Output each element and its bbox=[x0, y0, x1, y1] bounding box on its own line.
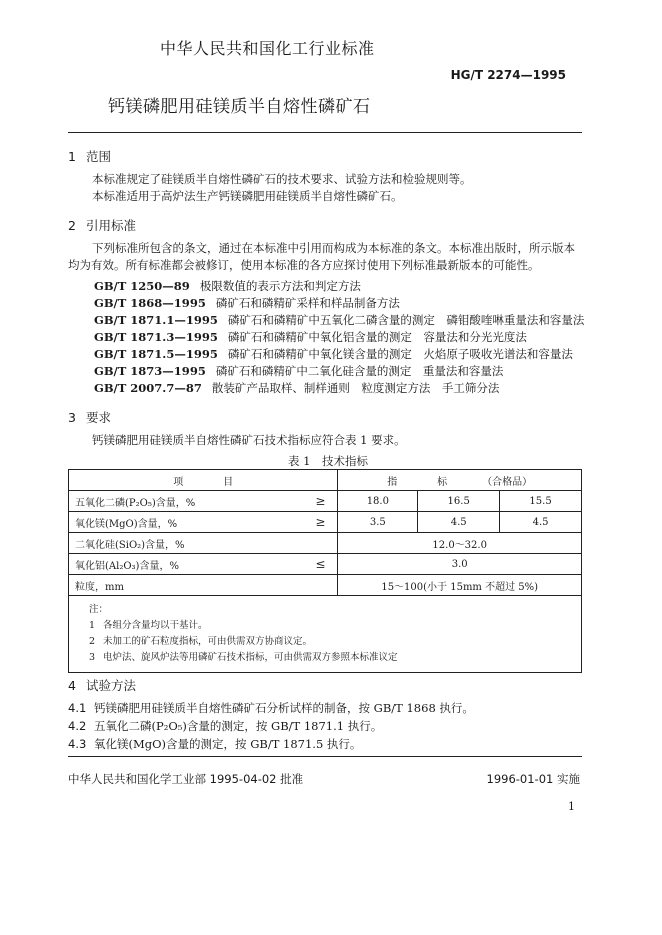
reference-code: GB/T 1250—89 bbox=[94, 279, 190, 293]
reference-item bbox=[94, 380, 499, 396]
relation-symbol: ≥ bbox=[315, 515, 326, 529]
reference-item bbox=[94, 312, 584, 328]
clause-item bbox=[68, 700, 474, 716]
section-title: 范围 bbox=[86, 149, 112, 164]
note-text: 未加工的矿石粒度指标，可由供需双方协商议定。 bbox=[103, 636, 313, 647]
reference-code: GB/T 1873—1995 bbox=[94, 364, 206, 378]
paragraph: 下列标准所包含的条文，通过在本标准中引用而构成为本标准的条文。本标准出版时，所示版本均为有效。所有标准都会被修订，使用本标准的各方应探讨使用下列标准最新版本的可能性。 bbox=[68, 241, 575, 272]
footer-rule bbox=[68, 756, 582, 757]
value-cell: 18.0 bbox=[338, 491, 418, 512]
clause-number: 4.1 bbox=[68, 701, 87, 715]
value-cell: 4.5 bbox=[500, 512, 582, 533]
note-number: 2 bbox=[89, 636, 96, 647]
section-title: 引用标准 bbox=[86, 218, 137, 233]
reference-code: GB/T 1871.5—1995 bbox=[94, 347, 218, 361]
header-index: 指 标 （合格品） bbox=[338, 470, 582, 491]
section-number: 1 bbox=[68, 149, 76, 164]
reference-code: GB/T 1868—1995 bbox=[94, 296, 206, 310]
note-number: 3 bbox=[89, 652, 96, 663]
section-number: 4 bbox=[68, 678, 76, 693]
clause-number: 4.3 bbox=[68, 737, 87, 751]
row-item-cell bbox=[69, 554, 338, 575]
reference-item bbox=[94, 295, 400, 311]
approval-statement: 中华人民共和国化学工业部 1995-04-02 批准 bbox=[68, 772, 304, 786]
table-notes bbox=[69, 596, 582, 673]
table-notes-row bbox=[69, 596, 582, 673]
paragraph: 本标准规定了硅镁质半自熔性磷矿石的技术要求、试验方法和检验规则等。 bbox=[92, 172, 472, 186]
row-item: 氧化镁(MgO)含量，% bbox=[75, 518, 178, 530]
implementation-date: 1996-01-01 实施 bbox=[486, 772, 580, 786]
reference-item bbox=[94, 278, 361, 294]
note-text: 各组分含量均以干基计。 bbox=[103, 620, 208, 631]
reference-title: 磷矿石和磷精矿采样和样品制备方法 bbox=[215, 296, 400, 310]
section-title: 试验方法 bbox=[86, 678, 137, 693]
clause-text: 钙镁磷肥用硅镁质半自熔性磷矿石分析试样的制备，按 GB/T 1868 执行。 bbox=[94, 701, 474, 715]
reference-title: 磷矿石和磷精矿中氧化铝含量的测定 容量法和分光光度法 bbox=[227, 330, 527, 344]
table-row bbox=[69, 575, 582, 596]
section-4-heading bbox=[68, 676, 136, 694]
clause-text: 氧化镁(MgO)含量的测定，按 GB/T 1871.5 执行。 bbox=[94, 737, 362, 751]
reference-title: 极限数值的表示方法和判定方法 bbox=[199, 279, 361, 293]
reference-title: 散装矿产品取样、制样通则 粒度测定方法 手工筛分法 bbox=[211, 381, 500, 395]
reference-item bbox=[94, 363, 503, 379]
section-number: 3 bbox=[68, 410, 76, 425]
value-cell-merged: 12.0～32.0 bbox=[338, 533, 582, 554]
reference-code: GB/T 1871.3—1995 bbox=[94, 330, 218, 344]
note-number: 1 bbox=[89, 620, 96, 631]
note-item bbox=[89, 618, 571, 634]
row-item-cell bbox=[69, 575, 338, 596]
section-number: 2 bbox=[68, 218, 76, 233]
reference-item bbox=[94, 329, 527, 345]
row-item-cell bbox=[69, 512, 338, 533]
table-row bbox=[69, 491, 582, 512]
notes-title: 注： bbox=[89, 604, 109, 615]
clause-number: 4.2 bbox=[68, 719, 87, 733]
header-rule bbox=[68, 132, 582, 133]
row-item: 五氧化二磷(P₂O₅)含量，% bbox=[75, 497, 196, 509]
reference-item bbox=[94, 346, 573, 362]
header-item: 项 目 bbox=[69, 470, 338, 491]
paragraph: 本标准适用于高炉法生产钙镁磷肥用硅镁质半自熔性磷矿石。 bbox=[92, 189, 403, 203]
table-caption: 表 1 技术指标 bbox=[288, 454, 368, 468]
issuing-organization: 中华人民共和国化工行业标准 bbox=[160, 39, 375, 58]
reference-code: GB/T 1871.1—1995 bbox=[94, 313, 218, 327]
row-item: 二氧化硅(SiO₂)含量，% bbox=[75, 539, 185, 551]
reference-title: 磷矿石和磷精矿中五氧化二磷含量的测定 磷钼酸喹啉重量法和容量法 bbox=[227, 313, 585, 327]
table-header-row bbox=[69, 470, 582, 491]
reference-code: GB/T 2007.7—87 bbox=[94, 381, 202, 395]
section-3-heading bbox=[68, 408, 111, 426]
note-text: 电炉法、旋风炉法等用磷矿石技术指标，可由供需双方参照本标准议定 bbox=[103, 652, 398, 663]
paragraph: 钙镁磷肥用硅镁质半自熔性磷矿石技术指标应符合表 1 要求。 bbox=[92, 433, 406, 447]
reference-title: 磷矿石和磷精矿中氧化镁含量的测定 火焰原子吸收光谱法和容量法 bbox=[227, 347, 573, 361]
note-item bbox=[89, 650, 571, 666]
clause-item bbox=[68, 718, 382, 734]
clause-item bbox=[68, 736, 361, 752]
value-cell: 15.5 bbox=[500, 491, 582, 512]
document-title: 钙镁磷肥用硅镁质半自熔性磷矿石 bbox=[108, 97, 371, 117]
value-cell: 4.5 bbox=[418, 512, 500, 533]
table-row bbox=[69, 533, 582, 554]
row-item-cell bbox=[69, 491, 338, 512]
standard-code: HG/T 2274—1995 bbox=[450, 68, 566, 82]
row-item: 粒度，mm bbox=[75, 581, 124, 593]
relation-symbol: ≤ bbox=[315, 557, 326, 571]
section-title: 要求 bbox=[86, 410, 112, 425]
row-item-cell bbox=[69, 533, 338, 554]
clause-text: 五氧化二磷(P₂O₅)含量的测定，按 GB/T 1871.1 执行。 bbox=[94, 719, 383, 733]
table-row bbox=[69, 512, 582, 533]
table-row bbox=[69, 554, 582, 575]
relation-symbol: ≥ bbox=[315, 494, 326, 508]
section-1-heading bbox=[68, 147, 111, 165]
value-cell: 3.5 bbox=[338, 512, 418, 533]
reference-title: 磷矿石和磷精矿中二氧化硅含量的测定 重量法和容量法 bbox=[215, 364, 504, 378]
value-cell-merged: 15～100(小于 15mm 不超过 5%) bbox=[338, 575, 582, 596]
section-2-heading bbox=[68, 216, 136, 234]
page-number: 1 bbox=[568, 800, 575, 813]
value-cell: 16.5 bbox=[418, 491, 500, 512]
value-cell-merged: 3.0 bbox=[338, 554, 582, 575]
technical-index-table bbox=[68, 469, 582, 673]
row-item: 氧化铝(Al₂O₃)含量，% bbox=[75, 560, 179, 572]
note-item bbox=[89, 634, 571, 650]
